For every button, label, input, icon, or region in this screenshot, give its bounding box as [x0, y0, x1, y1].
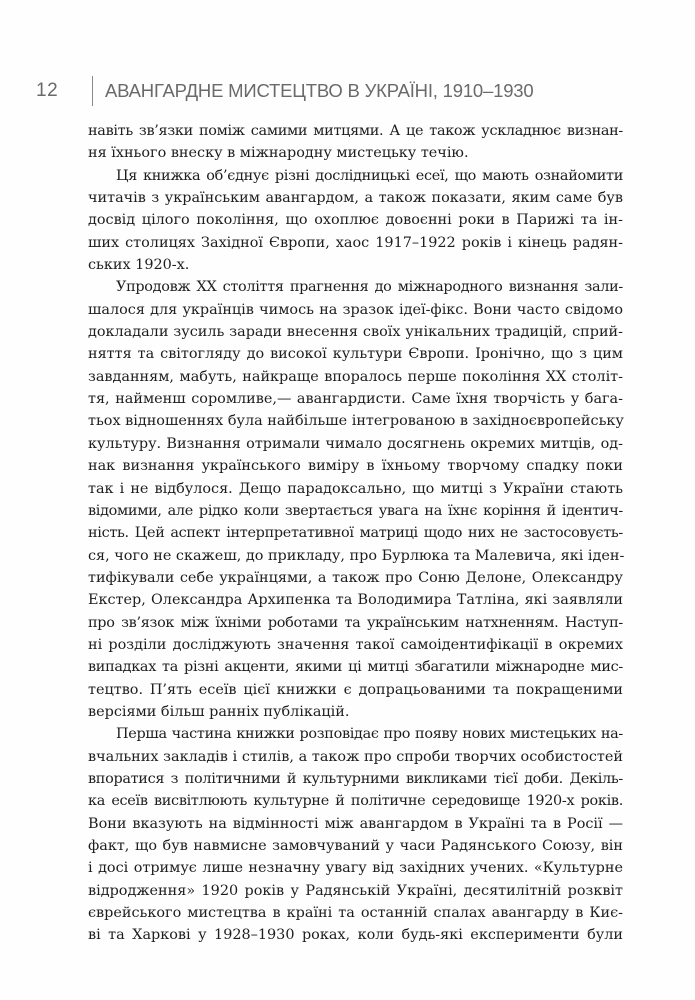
text-line: відродження» 1920 років у Радянській Україні, десятилітній розквіт: [88, 882, 623, 899]
text-line: тифікували себе українцями, а також про Соню Делоне, Олександру: [88, 569, 623, 586]
paragraph: [88, 120, 623, 165]
text-line: про зв’язок між їхніми роботами та українським натхненням. Наступ-: [88, 614, 623, 631]
text-line: Ця книжка об’єднує різні дослідницькі есеї, що мають ознайомити: [116, 167, 623, 184]
text-line: Екстер, Олександра Архипенка та Володимира Татліна, які заявляли: [88, 592, 623, 609]
text-line: ві та Харкові у 1928–1930 роках, коли будь-які експерименти були: [88, 927, 623, 944]
text-line: і досі отримує лише незначну увагу від західних учених. «Культурне: [88, 860, 623, 877]
text-line: тя, найменш соромливе,— авангардисти. Саме їхня творчість у бага-: [88, 391, 623, 408]
text-line: ність. Цей аспект інтерпретативної матриці щодо них не застосовуєть-: [88, 525, 623, 542]
text-line: завданням, мабуть, найкраще впоралось перше покоління XX століт-: [88, 368, 623, 385]
paragraph: [88, 165, 623, 277]
text-line: відомими, але рідко коли звертається увага на їхнє коріння й ідентич-: [88, 502, 623, 519]
text-line: впоратися з політичними й культурними викликами тієї доби. Декіль-: [88, 770, 623, 787]
text-line: Вони вказують на відмінності між авангардом в Україні та в Росії —: [88, 815, 623, 832]
text-line: єврейського мистецтва в країні та останній спалах авангарду в Киє-: [88, 905, 623, 922]
header-divider: [92, 76, 93, 106]
text-line: няття та світогляду до високої культури Європи. Іронічно, що з цим: [88, 346, 623, 363]
text-line: так і не відбулося. Дещо парадоксально, що митці з України стають: [88, 480, 623, 497]
paragraph: [88, 276, 623, 723]
text-line: ня їхнього внеску в міжнародну мистецьку течію.: [88, 145, 469, 162]
text-line: досвід цілого покоління, що охоплює довоєнні роки в Парижі та ін-: [88, 212, 623, 229]
text-line: Упродовж XX століття прагнення до міжнародного визнання зали-: [116, 279, 623, 296]
text-line: ка есеїв висвітлюють культурне й політичне середовище 1920-х років.: [88, 793, 623, 810]
text-line: Перша частина книжки розповідає про появу нових мистецьких на-: [116, 726, 623, 743]
text-line: ших столицях Західної Європи, хаос 1917–1922 років і кінець радян-: [88, 234, 623, 251]
text-line: випадках та різні акценти, якими ці митці збагатили міжнародне мис-: [88, 659, 623, 676]
text-line: культуру. Визнання отримали чимало досягнень окремих митців, од-: [88, 435, 623, 452]
text-line: нак визнання українського виміру в їхньому творчому спадку поки: [88, 458, 623, 475]
text-line: ні розділи досліджують значення такої самоідентифікації в окремих: [88, 636, 623, 653]
text-line: факт, що був навмисне замовчуваний у часи Радянського Союзу, він: [88, 838, 623, 854]
text-line: версіями більш ранніх публікацій.: [88, 703, 350, 720]
text-line: ських 1920-х.: [88, 257, 190, 274]
paragraph: [88, 723, 623, 946]
text-line: вчальних закладів і стилів, а також про спроби творчих особистостей: [88, 748, 623, 765]
body-text: [88, 120, 623, 947]
text-line: тьох відношеннях була найбільше інтегрованою в західноєвропейську: [88, 413, 624, 430]
text-line: читачів з українським авангардом, а також показати, яким саме був: [88, 190, 623, 207]
text-line: шалося для українців чимось на зразок ідеї-фікс. Вони часто свідомо: [88, 301, 623, 318]
text-line: ся, чого не скажеш, до прикладу, про Бурлюка та Малевича, які іден-: [88, 547, 625, 564]
text-line: навіть зв’язки поміж самими митцями. А це також ускладнює визнан-: [88, 123, 623, 139]
text-line: тецтво. П’ять есеїв цієї книжки є допрацьованими та покращеними: [88, 681, 623, 698]
running-header: [0, 76, 695, 106]
text-line: докладали зусиль заради внесення своїх унікальних традицій, сприй-: [88, 324, 623, 341]
page-number: 12: [36, 80, 59, 101]
running-title: АВАНГАРДНЕ МИСТЕЦТВО В УКРАЇНІ, 1910–1930: [105, 80, 534, 101]
